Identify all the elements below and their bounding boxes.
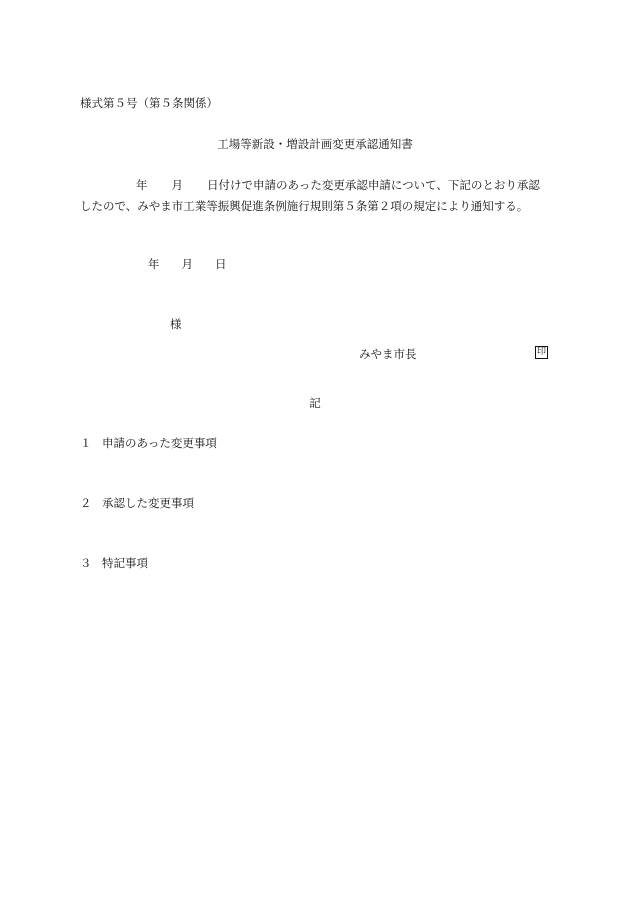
body-month-label: 月 bbox=[171, 178, 183, 192]
list-item-label: 申請のあった変更事項 bbox=[102, 436, 217, 450]
seal-mark: 印 bbox=[536, 347, 546, 357]
list-item-number: １ bbox=[80, 436, 92, 450]
date-month-label: 月 bbox=[181, 257, 193, 271]
body-text-line-1 bbox=[80, 180, 540, 192]
list-item-label: 特記事項 bbox=[102, 556, 148, 570]
form-number: 様式第５号（第５条関係） bbox=[80, 96, 218, 110]
list-item-label: 承認した変更事項 bbox=[102, 496, 194, 510]
list-item bbox=[80, 438, 217, 450]
addressee-suffix: 様 bbox=[170, 317, 182, 331]
list-item-number: ３ bbox=[80, 556, 92, 570]
list-item bbox=[80, 498, 194, 510]
signer-name: みやま市長 bbox=[359, 347, 417, 361]
list-item bbox=[80, 558, 148, 570]
date-day-label: 日 bbox=[215, 257, 227, 271]
body-year-label: 年 bbox=[136, 178, 148, 192]
list-item-number: ２ bbox=[80, 496, 92, 510]
date-year-label: 年 bbox=[148, 257, 160, 271]
date-line bbox=[148, 259, 227, 271]
body-text-line-2: したので、みやま市工業等振興促進条例施行規則第５条第２項の規定により通知する。 bbox=[80, 199, 529, 213]
ki-heading: 記 bbox=[309, 396, 321, 410]
document-title: 工場等新設・増設計画変更承認通知書 bbox=[217, 137, 413, 151]
body-text-rest: 日付けで申請のあった変更承認申請について、下記のとおり承認 bbox=[207, 178, 540, 192]
